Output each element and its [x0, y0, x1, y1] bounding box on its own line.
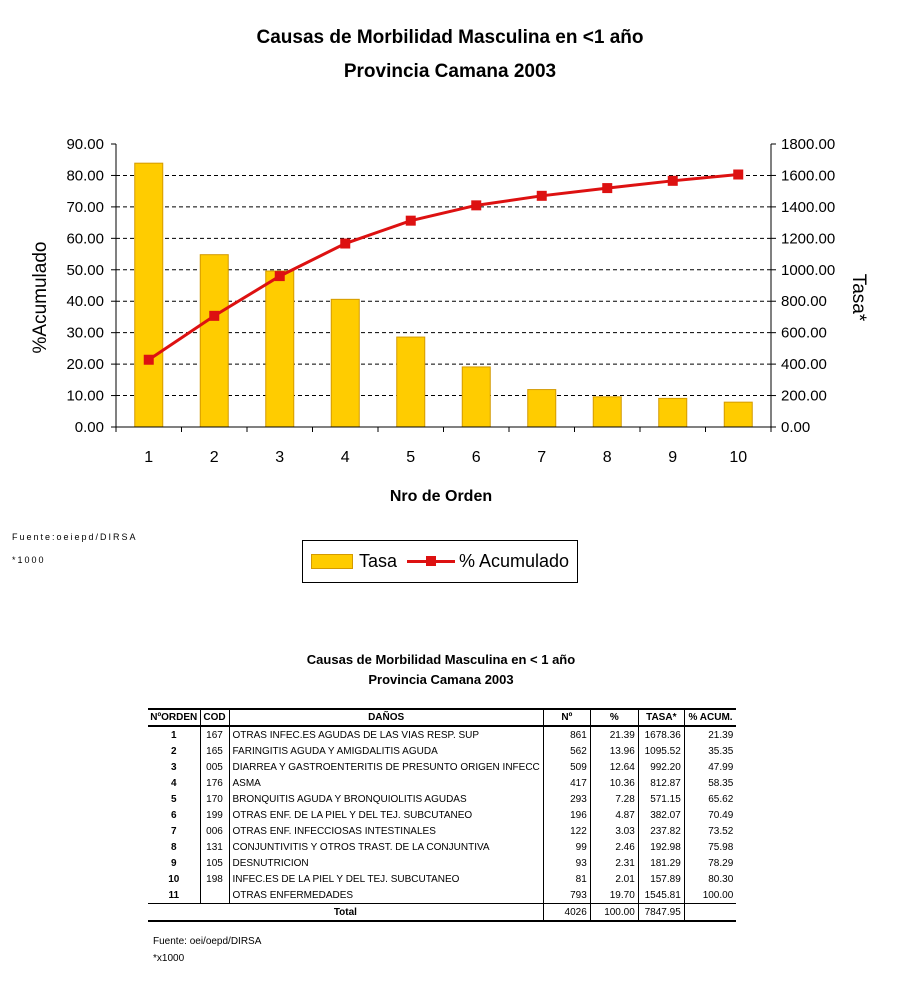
table-row — [148, 759, 736, 775]
header-orden: NºORDEN — [148, 709, 200, 726]
table-row — [148, 743, 736, 759]
table-multiplier-note: *x1000 — [153, 953, 185, 964]
morbidity-table — [148, 708, 736, 922]
cell-n: 861 — [543, 726, 590, 743]
cell-tasa: 181.29 — [638, 855, 684, 871]
table-row — [148, 887, 736, 904]
cell-orden: 6 — [170, 809, 177, 821]
cell-pct: 13.96 — [590, 743, 638, 759]
left-axis-label: %Acumulado — [30, 241, 51, 354]
cell-n: 196 — [543, 807, 590, 823]
cell-tasa: 382.07 — [638, 807, 684, 823]
total-tasa: 7847.95 — [638, 904, 684, 922]
cell-n: 99 — [543, 839, 590, 855]
cell-pct: 21.39 — [590, 726, 638, 743]
cell-pct: 2.31 — [590, 855, 638, 871]
cell-dano: OTRAS ENF. DE LA PIEL Y DEL TEJ. SUBCUTANEO — [229, 807, 543, 823]
cell-cod: 131 — [200, 839, 229, 855]
cell-tasa: 1095.52 — [638, 743, 684, 759]
x-tick-label: 6 — [471, 449, 481, 466]
right-tick-label: 1000.00 — [781, 261, 836, 279]
cell-dano: FARINGITIS AGUDA Y AMIGDALITIS AGUDA — [229, 743, 543, 759]
cell-acum: 35.35 — [684, 743, 736, 759]
legend-swatch-bar — [311, 554, 353, 569]
cell-tasa: 192.98 — [638, 839, 684, 855]
acumulado-point-7 — [537, 191, 547, 201]
cell-orden: 11 — [168, 889, 180, 901]
acumulado-point-6 — [471, 200, 481, 210]
cell-cod: 199 — [200, 807, 229, 823]
right-tick-label: 1400.00 — [781, 198, 836, 216]
right-tick-label: 0.00 — [781, 419, 811, 436]
cell-orden: 3 — [170, 761, 177, 773]
x-tick-label: 1 — [144, 449, 154, 466]
right-tick-label: 1800.00 — [781, 136, 836, 153]
cell-dano: BRONQUITIS AGUDA Y BRONQUIOLITIS AGUDAS — [229, 791, 543, 807]
cell-pct: 10.36 — [590, 775, 638, 791]
x-tick-label: 5 — [406, 449, 416, 466]
cell-cod — [200, 887, 229, 904]
bar-10 — [724, 402, 752, 427]
cell-orden: 8 — [170, 841, 177, 853]
acumulado-point-10 — [733, 170, 743, 180]
acumulado-line — [149, 175, 739, 360]
cell-orden: 2 — [170, 745, 177, 757]
left-tick-label: 90.00 — [66, 136, 104, 153]
cell-pct: 19.70 — [590, 887, 638, 904]
cell-cod: 165 — [200, 743, 229, 759]
legend-label-acumulado: % Acumulado — [459, 551, 570, 571]
table-row — [148, 791, 736, 807]
acumulado-point-1 — [144, 355, 154, 365]
cell-dano: OTRAS ENF. INFECCIOSAS INTESTINALES — [229, 823, 543, 839]
cell-pct: 2.01 — [590, 871, 638, 887]
cell-n: 81 — [543, 871, 590, 887]
cell-cod: 105 — [200, 855, 229, 871]
bar-1 — [135, 163, 163, 427]
cell-tasa: 812.87 — [638, 775, 684, 791]
right-tick-label: 200.00 — [781, 387, 827, 405]
x-tick-label: 2 — [209, 449, 219, 466]
cell-n: 417 — [543, 775, 590, 791]
cell-n: 562 — [543, 743, 590, 759]
left-tick-label: 60.00 — [66, 230, 104, 248]
bar-9 — [659, 398, 687, 427]
cell-n: 93 — [543, 855, 590, 871]
table-row — [148, 807, 736, 823]
bar-8 — [593, 397, 621, 427]
chart-legend — [302, 540, 578, 583]
cell-acum: 80.30 — [684, 871, 736, 887]
bar-2 — [200, 255, 228, 427]
cell-dano: INFEC.ES DE LA PIEL Y DEL TEJ. SUBCUTANEO — [229, 871, 543, 887]
cell-dano: OTRAS INFEC.ES AGUDAS DE LAS VIAS RESP. SUP — [229, 726, 543, 743]
table-row — [148, 726, 736, 743]
left-tick-label: 10.00 — [66, 387, 104, 405]
left-tick-label: 50.00 — [66, 261, 104, 279]
header-acum: % ACUM. — [684, 709, 736, 726]
acumulado-point-2 — [209, 311, 219, 321]
cell-dano: OTRAS ENFERMEDADES — [229, 887, 543, 904]
cell-orden: 5 — [170, 793, 177, 805]
cell-tasa: 1678.36 — [638, 726, 684, 743]
cell-orden: 1 — [170, 729, 177, 741]
table-row — [148, 855, 736, 871]
cell-acum: 100.00 — [684, 887, 736, 904]
table-row — [148, 871, 736, 887]
chart-title: Causas de Morbilidad Masculina en <1 año — [256, 27, 644, 48]
cell-orden: 10 — [168, 873, 180, 885]
cell-n: 509 — [543, 759, 590, 775]
x-tick-label: 3 — [275, 449, 285, 466]
bar-3 — [266, 271, 294, 427]
legend-label-tasa: Tasa — [359, 551, 398, 571]
chart-subtitle: Provincia Camana 2003 — [343, 61, 557, 82]
cell-n: 793 — [543, 887, 590, 904]
right-tick-label: 1600.00 — [781, 167, 836, 185]
pareto-chart — [0, 120, 900, 520]
legend-item-acumulado — [407, 551, 569, 572]
bar-4 — [331, 299, 359, 427]
cell-acum: 21.39 — [684, 726, 736, 743]
header-danos: DAÑOS — [229, 709, 543, 726]
header-pct: % — [590, 709, 638, 726]
right-tick-label: 1200.00 — [781, 230, 836, 248]
acumulado-point-5 — [406, 216, 416, 226]
cell-tasa: 1545.81 — [638, 887, 684, 904]
x-tick-label: 9 — [668, 449, 678, 466]
legend-item-tasa — [311, 551, 397, 572]
cell-acum: 58.35 — [684, 775, 736, 791]
cell-cod: 176 — [200, 775, 229, 791]
cell-acum: 73.52 — [684, 823, 736, 839]
right-tick-label: 600.00 — [781, 324, 827, 342]
cell-pct: 2.46 — [590, 839, 638, 855]
cell-cod: 006 — [200, 823, 229, 839]
right-tick-label: 400.00 — [781, 356, 827, 374]
cell-tasa: 237.82 — [638, 823, 684, 839]
cell-acum: 75.98 — [684, 839, 736, 855]
total-n: 4026 — [543, 904, 590, 922]
acumulado-point-3 — [275, 271, 285, 281]
table-header-row — [148, 709, 736, 726]
right-axis-label: Tasa* — [848, 273, 869, 322]
cell-tasa: 157.89 — [638, 871, 684, 887]
cell-dano: CONJUNTIVITIS Y OTROS TRAST. DE LA CONJUNTIVA — [229, 839, 543, 855]
left-tick-label: 0.00 — [74, 419, 104, 436]
legend-swatch-line — [407, 560, 455, 563]
right-tick-label: 800.00 — [781, 293, 827, 311]
cell-acum: 70.49 — [684, 807, 736, 823]
x-tick-label: 4 — [340, 449, 350, 466]
cell-pct: 7.28 — [590, 791, 638, 807]
cell-pct: 3.03 — [590, 823, 638, 839]
cell-cod: 170 — [200, 791, 229, 807]
table-row — [148, 823, 736, 839]
table-row — [148, 839, 736, 855]
cell-orden: 4 — [170, 777, 177, 789]
bar-5 — [397, 337, 425, 427]
cell-acum: 65.62 — [684, 791, 736, 807]
cell-orden: 9 — [170, 857, 177, 869]
x-tick-label: 10 — [729, 449, 748, 466]
left-tick-label: 80.00 — [66, 167, 104, 185]
total-label: Total — [148, 904, 543, 922]
header-cod: COD — [200, 709, 229, 726]
bar-7 — [528, 390, 556, 427]
acumulado-point-4 — [340, 239, 350, 249]
cell-dano: DESNUTRICION — [229, 855, 543, 871]
cell-acum: 78.29 — [684, 855, 736, 871]
cell-cod: 167 — [200, 726, 229, 743]
table-total-row — [148, 904, 736, 922]
total-acum — [684, 904, 736, 922]
cell-pct: 12.64 — [590, 759, 638, 775]
cell-n: 293 — [543, 791, 590, 807]
cell-pct: 4.87 — [590, 807, 638, 823]
left-tick-label: 70.00 — [66, 198, 104, 216]
cell-acum: 47.99 — [684, 759, 736, 775]
table-row — [148, 775, 736, 791]
x-axis-label: Nro de Orden — [389, 488, 493, 505]
chart-multiplier-note: *1000 — [12, 555, 46, 565]
cell-tasa: 571.15 — [638, 791, 684, 807]
cell-cod: 198 — [200, 871, 229, 887]
cell-tasa: 992.20 — [638, 759, 684, 775]
left-tick-label: 40.00 — [66, 293, 104, 311]
table-title: Causas de Morbilidad Masculina en < 1 año — [306, 652, 576, 667]
header-n: Nº — [543, 709, 590, 726]
cell-orden: 7 — [170, 825, 177, 837]
cell-n: 122 — [543, 823, 590, 839]
left-tick-label: 20.00 — [66, 356, 104, 374]
header-tasa: TASA* — [638, 709, 684, 726]
x-tick-label: 7 — [537, 449, 547, 466]
acumulado-point-9 — [668, 176, 678, 186]
cell-dano: ASMA — [229, 775, 543, 791]
cell-dano: DIARREA Y GASTROENTERITIS DE PRESUNTO ORIGEN INFECC — [229, 759, 543, 775]
acumulado-point-8 — [602, 183, 612, 193]
total-pct: 100.00 — [590, 904, 638, 922]
table-source-note: Fuente: oei/oepd/DIRSA — [153, 936, 262, 947]
bar-6 — [462, 367, 490, 427]
cell-cod: 005 — [200, 759, 229, 775]
chart-source-note: Fuente:oeiepd/DIRSA — [12, 532, 138, 542]
left-tick-label: 30.00 — [66, 324, 104, 342]
x-tick-label: 8 — [602, 449, 612, 466]
table-subtitle: Provincia Camana 2003 — [368, 672, 514, 687]
